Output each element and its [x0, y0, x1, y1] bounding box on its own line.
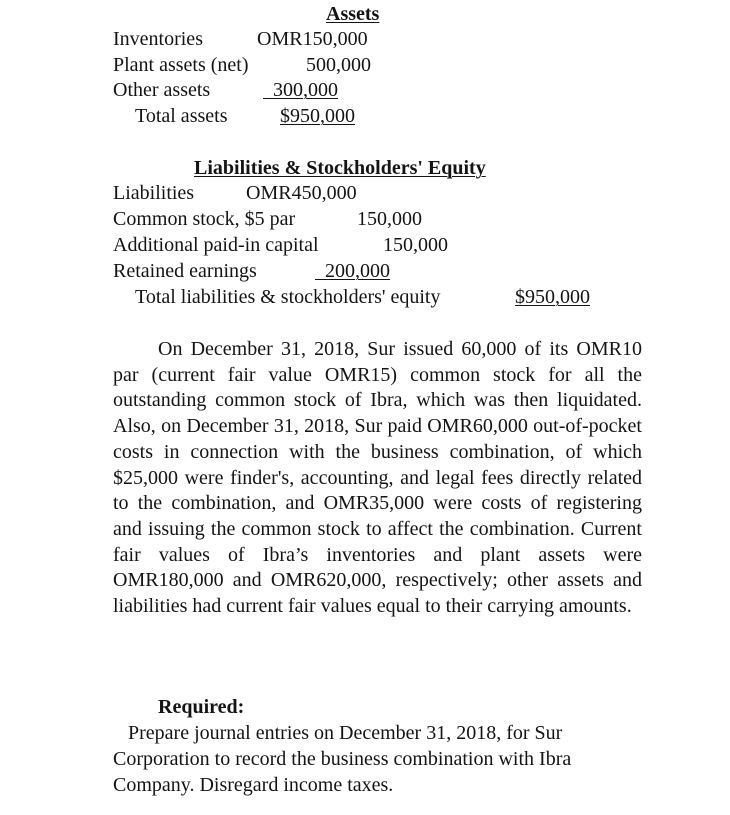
- required-line-2: Corporation to record the business combination with Ibra: [113, 748, 572, 770]
- other-assets-amount: 300,000: [273, 79, 338, 101]
- common-stock-value: 150,000: [357, 208, 422, 230]
- retained-earnings-value: [315, 259, 390, 283]
- retained-earnings-amount: 200,000: [325, 260, 390, 282]
- other-assets-label: Other assets: [113, 79, 211, 101]
- liabilities-equity-heading: Liabilities & Stockholders' Equity: [194, 157, 486, 179]
- other-assets-value: [263, 78, 338, 102]
- required-line-3: Company. Disregard income taxes.: [113, 774, 394, 796]
- plant-assets-label: Plant assets (net): [113, 54, 249, 76]
- total-assets-value: $950,000: [280, 105, 355, 127]
- liabilities-value: OMR450,000: [246, 182, 357, 204]
- common-stock-label: Common stock, $5 par: [113, 208, 296, 230]
- narrative-paragraph: [113, 337, 642, 620]
- required-heading: Required:: [158, 696, 245, 718]
- apic-value: 150,000: [383, 234, 448, 256]
- inventories-label: Inventories: [113, 28, 203, 50]
- required-line-1: Prepare journal entries on December 31, 2018, for Sur: [128, 722, 563, 744]
- apic-label: Additional paid-in capital: [113, 234, 319, 256]
- total-liabilities-equity-label: Total liabilities & stockholders' equity: [135, 286, 441, 308]
- liabilities-label: Liabilities: [113, 182, 195, 204]
- total-assets-label: Total assets: [135, 105, 228, 127]
- assets-heading: Assets: [326, 3, 380, 25]
- total-liabilities-equity-value: $950,000: [515, 286, 590, 308]
- inventories-value: OMR150,000: [257, 28, 368, 50]
- plant-assets-value: 500,000: [306, 54, 371, 76]
- retained-earnings-label: Retained earnings: [113, 260, 257, 282]
- narrative-text: On December 31, 2018, Sur issued 60,000 of its OMR10 par (current fair value OMR15) common stock for all the outstanding common stock of Ibra, which was then liquidated. Also, on December 31, 2018, Sur paid OMR60,000 out-of-pocket costs in connection with the business combination, of which $25,000 were finder's, accounting, and legal fees directly related to the combination, and OMR35,000 were costs of registering and issuing the common stock to affect the combination. Current fair values of Ibra’s inventories and plant assets were OMR180,000 and OMR620,000, respectively; other assets and liabilities had current fair values equal to their carrying amounts.: [113, 338, 642, 618]
